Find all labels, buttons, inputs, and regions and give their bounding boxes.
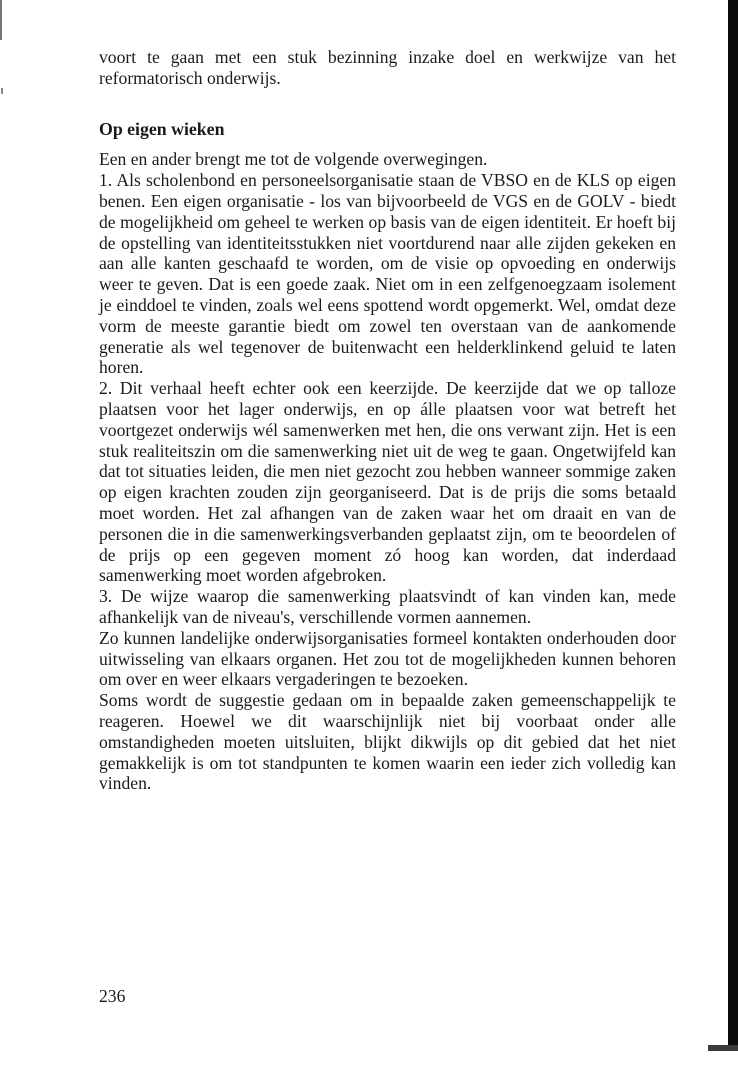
paragraph: Zo kunnen landelijke onderwijsorganisaties formeel kontakten onderhouden door uitwisseling van elkaars organen. Het zou tot de mogelijkheden kunnen behoren om over en weer elkaars vergaderingen te bezoeken. bbox=[99, 627, 676, 690]
paragraph: Een en ander brengt me tot de volgende overwegingen. bbox=[99, 149, 488, 170]
intro-paragraph: voort te gaan met een stuk bezinning inzake doel en werkwijze van het reformatorisch onderwijs. bbox=[99, 47, 676, 88]
scan-corner-shadow bbox=[708, 1045, 738, 1051]
paragraph: 2. Dit verhaal heeft echter ook een keerzijde. De keerzijde dat we op talloze plaatsen voor het lager onderwijs, en op álle plaatsen voor wat betreft het voortgezet onderwijs wél samenwerken met hen, die ons verwant zijn. Het is een stuk realiteitszin om die samenwerking niet uit de weg te gaan. Ongetwijfeld kan dat tot situaties leiden, die men niet gezocht zou hebben wanneer sommige zaken op eigen krachten zouden zijn georganiseerd. Dat is de prijs die soms betaald moet worden. Het zal afhangen van de zaken waar het om draait en van de personen die in die samenwerkingsverbanden geplaatst zijn, om te beoordelen of de prijs op een gegeven moment zó hoog kan worden, dat inderdaad samenwerking moet worden afgebroken. bbox=[99, 378, 676, 586]
scan-right-border bbox=[728, 0, 738, 1045]
paragraph: 3. De wijze waarop die samenwerking plaatsvindt of kan vinden kan, mede afhankelijk van de niveau's, verschillende vormen aannemen. bbox=[99, 586, 676, 627]
page-number: 236 bbox=[99, 986, 126, 1006]
paragraph: 1. Als scholenbond en personeelsorganisatie staan de VBSO en de KLS op eigen benen. Een eigen organisatie - los van bijvoorbeeld de VGS en de GOLV - biedt de mogelijkheid om geheel te werken op basis van de eigen identiteit. Er hoeft bij de opstelling van identiteitsstukken niet voortdurend naar alle zijden gekeken en aan alle kanten geschaafd te worden, om de visie op opvoeding en onderwijs weer te geven. Dat is een goede zaak. Niet om in een zelfgenoegzaam isolement je einddoel te vinden, zoals wel eens spottend wordt opgemerkt. Wel, omdat deze vorm de meeste garantie biedt om zowel ten overstaan van de aankomende generatie als wel tegenover de buitenwacht een helderklinkend geluid te laten horen. bbox=[99, 170, 676, 378]
body-text bbox=[99, 47, 676, 794]
scan-edge-mark bbox=[0, 0, 2, 40]
paragraph: Soms wordt de suggestie gedaan om in bepaalde zaken gemeenschappelijk te reageren. Hoewel we dit waarschijnlijk niet bij voorbaat onder alle omstandigheden moeten uitsluiten, blijkt dikwijls op dit gebied dat het niet gemakkelijk is om tot standpunten te komen waarin een ieder zich volledig kan vinden. bbox=[99, 690, 676, 794]
scan-edge-dot bbox=[1, 88, 3, 94]
section-heading: Op eigen wieken bbox=[99, 118, 225, 139]
